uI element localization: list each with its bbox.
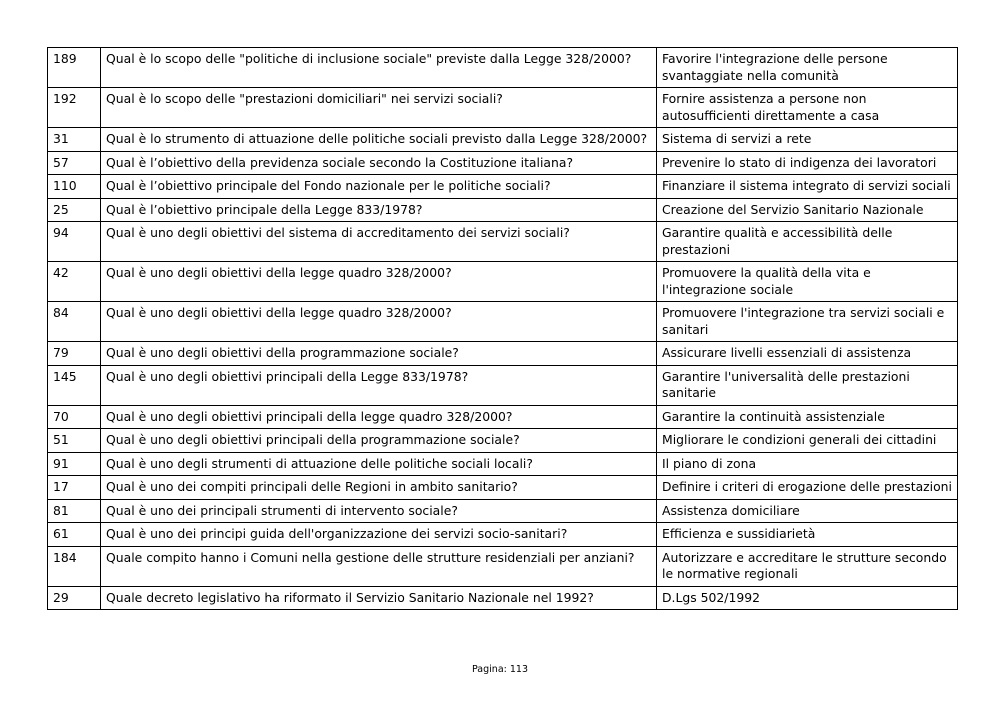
quiz-table xyxy=(47,47,958,610)
question-text: Qual è lo scopo delle "prestazioni domiciliari" nei servizi sociali? xyxy=(101,88,657,128)
table-row xyxy=(48,405,958,429)
table-row xyxy=(48,476,958,500)
table-row xyxy=(48,262,958,302)
question-text: Qual è lo strumento di attuazione delle politiche sociali previsto dalla Legge 328/2000? xyxy=(101,128,657,152)
answer-text: Creazione del Servizio Sanitario Nazionale xyxy=(657,198,958,222)
page-number: Pagina: 113 xyxy=(472,664,528,675)
table-row xyxy=(48,302,958,342)
question-number: 94 xyxy=(48,222,101,262)
question-text: Qual è uno degli obiettivi della legge quadro 328/2000? xyxy=(101,302,657,342)
table-row xyxy=(48,342,958,366)
question-number: 61 xyxy=(48,523,101,547)
table-row xyxy=(48,151,958,175)
table-row xyxy=(48,523,958,547)
quiz-table-body xyxy=(48,48,958,610)
question-number: 184 xyxy=(48,546,101,586)
question-text: Qual è uno degli obiettivi della programmazione sociale? xyxy=(101,342,657,366)
answer-text: Efficienza e sussidiarietà xyxy=(657,523,958,547)
answer-text: Finanziare il sistema integrato di servizi sociali xyxy=(657,175,958,199)
answer-text: Assistenza domiciliare xyxy=(657,499,958,523)
answer-text: Definire i criteri di erogazione delle prestazioni xyxy=(657,476,958,500)
question-text: Qual è uno degli strumenti di attuazione delle politiche sociali locali? xyxy=(101,452,657,476)
question-text: Qual è uno dei compiti principali delle Regioni in ambito sanitario? xyxy=(101,476,657,500)
answer-text: Promuovere l'integrazione tra servizi sociali e sanitari xyxy=(657,302,958,342)
question-text: Qual è uno degli obiettivi principali della Legge 833/1978? xyxy=(101,365,657,405)
question-number: 42 xyxy=(48,262,101,302)
question-text: Quale compito hanno i Comuni nella gestione delle strutture residenziali per anziani? xyxy=(101,546,657,586)
question-text: Qual è l’obiettivo della previdenza sociale secondo la Costituzione italiana? xyxy=(101,151,657,175)
answer-text: Il piano di zona xyxy=(657,452,958,476)
table-row xyxy=(48,175,958,199)
page-footer xyxy=(0,664,1000,675)
table-row xyxy=(48,499,958,523)
table-row xyxy=(48,128,958,152)
answer-text: D.Lgs 502/1992 xyxy=(657,586,958,610)
answer-text: Fornire assistenza a persone non autosufficienti direttamente a casa xyxy=(657,88,958,128)
question-number: 79 xyxy=(48,342,101,366)
table-row xyxy=(48,546,958,586)
table-row xyxy=(48,365,958,405)
table-row xyxy=(48,88,958,128)
question-text: Qual è uno dei principi guida dell'organizzazione dei servizi socio-sanitari? xyxy=(101,523,657,547)
question-number: 145 xyxy=(48,365,101,405)
question-text: Qual è uno degli obiettivi principali della legge quadro 328/2000? xyxy=(101,405,657,429)
answer-text: Migliorare le condizioni generali dei cittadini xyxy=(657,429,958,453)
question-number: 29 xyxy=(48,586,101,610)
table-row xyxy=(48,222,958,262)
answer-text: Autorizzare e accreditare le strutture secondo le normative regionali xyxy=(657,546,958,586)
question-number: 91 xyxy=(48,452,101,476)
question-number: 70 xyxy=(48,405,101,429)
table-row xyxy=(48,198,958,222)
question-number: 57 xyxy=(48,151,101,175)
question-number: 51 xyxy=(48,429,101,453)
answer-text: Assicurare livelli essenziali di assistenza xyxy=(657,342,958,366)
table-row xyxy=(48,452,958,476)
question-text: Qual è uno dei principali strumenti di intervento sociale? xyxy=(101,499,657,523)
question-number: 84 xyxy=(48,302,101,342)
answer-text: Prevenire lo stato di indigenza dei lavoratori xyxy=(657,151,958,175)
question-number: 31 xyxy=(48,128,101,152)
answer-text: Sistema di servizi a rete xyxy=(657,128,958,152)
question-number: 81 xyxy=(48,499,101,523)
question-number: 110 xyxy=(48,175,101,199)
answer-text: Favorire l'integrazione delle persone svantaggiate nella comunità xyxy=(657,48,958,88)
question-number: 25 xyxy=(48,198,101,222)
question-number: 189 xyxy=(48,48,101,88)
question-text: Qual è l’obiettivo principale del Fondo nazionale per le politiche sociali? xyxy=(101,175,657,199)
question-text: Qual è uno degli obiettivi del sistema di accreditamento dei servizi sociali? xyxy=(101,222,657,262)
answer-text: Garantire l'universalità delle prestazioni sanitarie xyxy=(657,365,958,405)
table-row xyxy=(48,429,958,453)
question-number: 17 xyxy=(48,476,101,500)
question-text: Qual è uno degli obiettivi principali della programmazione sociale? xyxy=(101,429,657,453)
answer-text: Garantire qualità e accessibilità delle prestazioni xyxy=(657,222,958,262)
answer-text: Promuovere la qualità della vita e l'integrazione sociale xyxy=(657,262,958,302)
question-text: Qual è lo scopo delle "politiche di inclusione sociale" previste dalla Legge 328/2000? xyxy=(101,48,657,88)
table-row xyxy=(48,586,958,610)
question-text: Qual è uno degli obiettivi della legge quadro 328/2000? xyxy=(101,262,657,302)
answer-text: Garantire la continuità assistenziale xyxy=(657,405,958,429)
question-number: 192 xyxy=(48,88,101,128)
table-row xyxy=(48,48,958,88)
question-text: Qual è l’obiettivo principale della Legge 833/1978? xyxy=(101,198,657,222)
question-text: Quale decreto legislativo ha riformato il Servizio Sanitario Nazionale nel 1992? xyxy=(101,586,657,610)
